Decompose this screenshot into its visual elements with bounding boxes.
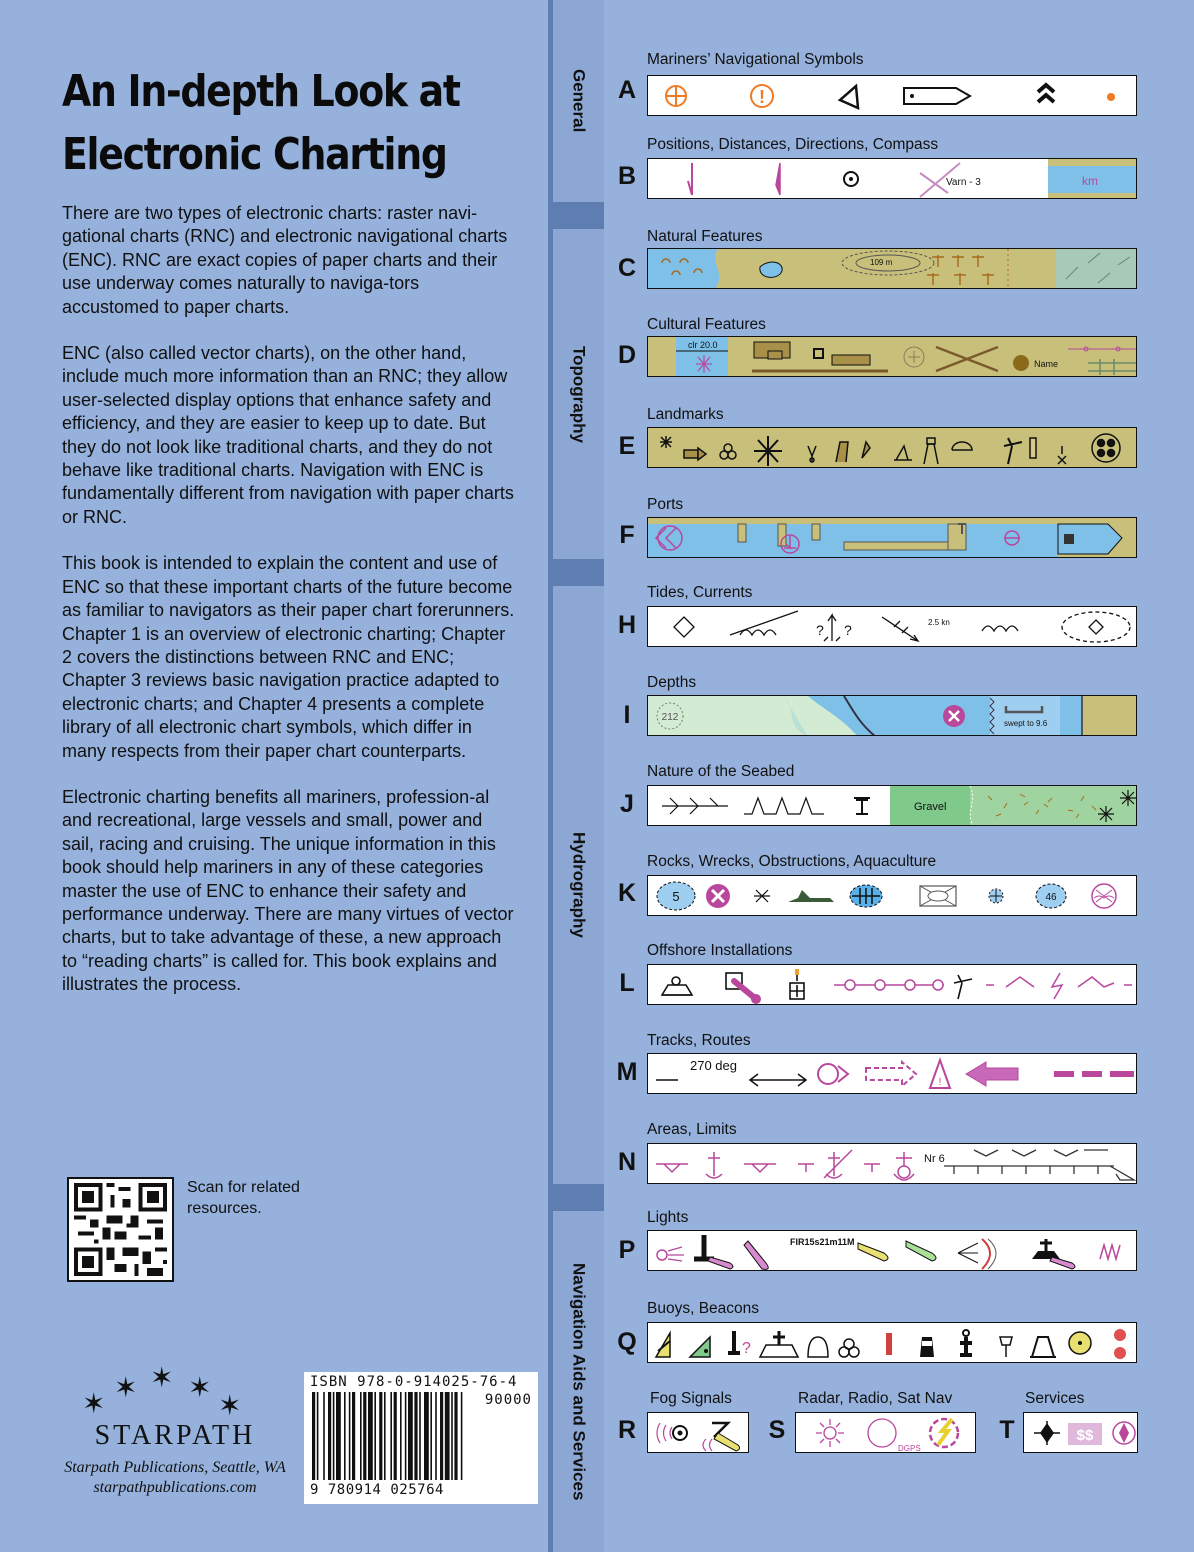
svg-text:?: ? [816, 622, 824, 638]
sounding-label: 212 [661, 712, 679, 723]
publisher-line: Starpath Publications, Seattle, WA [64, 1459, 286, 1476]
section-letter: F [619, 521, 635, 549]
section-title: Cultural Features [647, 316, 766, 333]
clearance-label: clr 20.0 [688, 340, 718, 350]
tab-hydrography[interactable] [553, 586, 604, 1184]
section-letter: C [617, 254, 637, 282]
section-letter: A [617, 76, 637, 104]
symbol-strip-i [647, 695, 1137, 736]
barcode-icon [312, 1392, 532, 1482]
publisher-name: STARPATH [94, 1420, 256, 1451]
symbol-strip-l [647, 964, 1137, 1005]
section-letter: K [617, 879, 637, 907]
symbol-strip-n [647, 1143, 1137, 1184]
section-title: Rocks, Wrecks, Obstructions, Aquaculture [647, 853, 937, 870]
section-title: Areas, Limits [647, 1121, 737, 1138]
tab-label: Navigation Aids and Services [569, 1262, 589, 1501]
paragraph: This book is intended to explain the content and use of ENC so that these important charts of the future become as familiar to navigators as their paper chart forerunners. Chapter 1 is an overview of electronic charting; Chapter 2 covers the distinctions between RNC and ENC; Chapter 3 reviews basic navigation practice adapted to electronic charts; and Chapter 4 presents a complete library of all electronic chart symbols, which differ in many respects from their paper chart counterparts. [62, 553, 515, 761]
svg-text:?: ? [742, 1340, 751, 1357]
section-letter: L [619, 969, 635, 997]
section-letter: E [618, 432, 636, 460]
height-label: 109 m [870, 258, 893, 267]
section-title: Offshore Installations [647, 942, 793, 959]
isbn-barcode [304, 1372, 538, 1504]
section-letter: B [617, 162, 637, 190]
section-letter: M [616, 1058, 638, 1086]
area-name-label: Nr 6 [924, 1153, 945, 1165]
symbol-strip-s [795, 1412, 976, 1453]
section-title: Positions, Distances, Directions, Compass [647, 136, 939, 153]
section-letter: T [999, 1416, 1015, 1444]
symbol-strip-f [647, 517, 1137, 558]
symbol-strip-p [647, 1230, 1137, 1271]
symbol-strip-h [647, 606, 1137, 647]
section-title: Buoys, Beacons [647, 1300, 760, 1317]
symbol-strip-m [647, 1053, 1137, 1094]
description [62, 202, 518, 1020]
paragraph: ENC (also called vector charts), on the other hand, include much more information than an RNC; they allow user-selected display options that enhance safety and efficiency, and they are easier to keep up to date. But they do not look like traditional charts, and they do not behave like traditional charts. Navigation with ENC is fundamentally different from navigation with paper charts or RNC. [62, 343, 514, 527]
section-letter: J [620, 790, 634, 818]
section-title: Mariners’ Navigational Symbols [647, 51, 864, 68]
symbol-strip-k [647, 875, 1137, 916]
svg-text:!: ! [759, 87, 765, 107]
section-letter: S [768, 1416, 786, 1444]
depth-label: 5 [672, 889, 680, 904]
section-letter: R [617, 1416, 637, 1444]
track-label: 270 deg [690, 1058, 737, 1073]
section-title: Tracks, Routes [647, 1032, 751, 1049]
section-title: Tides, Currents [647, 584, 753, 601]
section-title: Lights [647, 1209, 689, 1226]
section-letter: P [618, 1236, 636, 1264]
section-letter: Q [617, 1328, 637, 1356]
wreck-depth-label: 46 [1045, 892, 1057, 903]
price-code: 90000 [484, 1392, 532, 1408]
dgps-label: DGPS [898, 1444, 921, 1453]
svg-text:!: ! [938, 1077, 942, 1088]
section-letter: D [617, 341, 637, 369]
section-letter: H [617, 611, 637, 639]
isbn-label: ISBN 978-0-914025-76-4 [310, 1374, 518, 1390]
tab-label: General [569, 69, 589, 133]
tab-general[interactable] [553, 0, 604, 202]
symbol-strip-d [647, 336, 1137, 377]
current-speed-label: 2.5 kn [928, 618, 950, 627]
barcode-number: 9 780914 025764 [310, 1482, 444, 1498]
services-label: $$ [1076, 1427, 1094, 1444]
name-label: Name [1034, 359, 1059, 369]
section-title: Depths [647, 674, 697, 691]
symbol-strip-a [647, 75, 1137, 116]
tab-topography[interactable] [553, 229, 604, 559]
symbol-strip-r [647, 1412, 749, 1453]
section-title: Natural Features [647, 228, 763, 245]
stars-icon: ✶ ✶ ✶ ✶ ✶ [82, 1362, 242, 1421]
publisher-url[interactable]: starpathpublications.com [93, 1479, 257, 1496]
section-title: Fog Signals [650, 1390, 732, 1407]
tab-label: Hydrography [569, 832, 589, 938]
qr-caption: Scan for related resources. [187, 1179, 300, 1217]
paragraph: Electronic charting benefits all mariners, profession-al and recreational, large vessels and small, power and sail, racing and cruising. The unique information in this book should help mariners in any of these categories master the use of ENC to enhance their safety and performance underway. There are many virtues of vector charts, but to take advantage of these, a new approach to “reading charts” is called for. This book explains and illustrates the process. [62, 786, 514, 995]
seabed-label: Gravel [914, 801, 947, 813]
svg-text:?: ? [844, 622, 852, 638]
symbol-strip-b [647, 158, 1137, 199]
section-title: Services [1025, 1390, 1085, 1407]
qr-code[interactable] [67, 1177, 174, 1282]
paragraph: There are two types of electronic charts: raster navi-gational charts (RNC) and electronic navigational charts (ENC). RNC are exact copies of paper charts and their use underway comes naturally to naviga-tors accustomed to paper charts. [62, 203, 508, 317]
symbol-strip-j [647, 785, 1137, 826]
publisher-logo [40, 1362, 310, 1498]
section-letter: I [623, 701, 631, 729]
swept-label: swept to 9.6 [1004, 719, 1048, 728]
symbol-strip-t [1023, 1412, 1138, 1453]
section-title: Landmarks [647, 406, 724, 423]
section-title: Nature of the Seabed [647, 763, 795, 780]
light-label: FIR15s21m11M [790, 1237, 855, 1247]
symbol-strip-q [647, 1322, 1137, 1363]
km-label: km [1082, 174, 1098, 188]
section-title: Ports [647, 496, 684, 513]
section-letter: N [617, 1148, 637, 1176]
book-title: An In-depth Look at Electronic Charting [62, 66, 460, 180]
symbol-strip-c [647, 248, 1137, 289]
variation-label: Varn - 3 [946, 177, 981, 188]
tab-label: Topography [569, 345, 589, 443]
tab-navigation-aids[interactable] [553, 1211, 604, 1552]
symbol-strip-e [647, 427, 1137, 468]
section-title: Radar, Radio, Sat Nav [798, 1390, 953, 1407]
